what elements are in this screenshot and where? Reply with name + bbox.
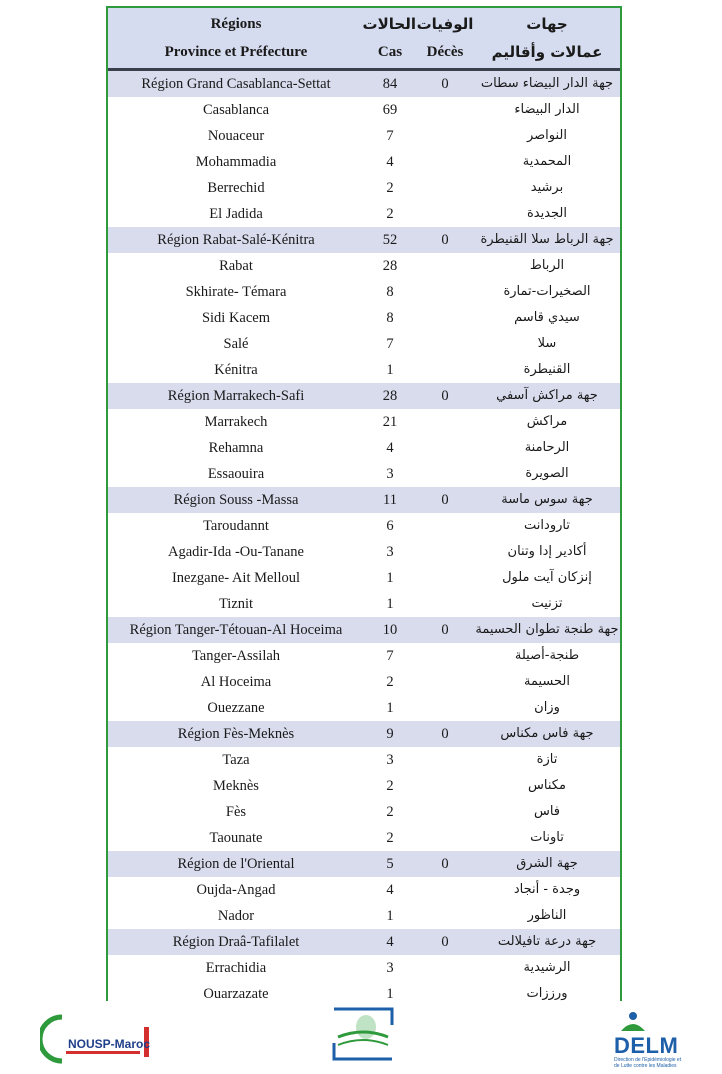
- name-cell: Salé: [223, 336, 249, 352]
- arabic-name-cell: القنيطرة: [523, 362, 571, 377]
- province-row: [108, 747, 620, 773]
- name-cell: Région Souss -Massa: [173, 492, 299, 508]
- deaths-cell: 0: [441, 622, 449, 638]
- arabic-name-cell: جهة الشرق: [516, 856, 578, 871]
- arabic-name-cell: الجديدة: [526, 206, 568, 221]
- arabic-name-cell: وزان: [534, 700, 560, 715]
- region-row: [108, 721, 620, 747]
- arabic-name-cell: تزنيت: [531, 596, 563, 611]
- ministry-logo: [330, 1003, 396, 1065]
- header-regions-arabic: جهات: [526, 15, 568, 33]
- table-body: [108, 71, 620, 1007]
- cases-cell: 3: [386, 466, 394, 482]
- name-cell: Rabat: [219, 258, 253, 274]
- cases-cell: 8: [386, 284, 394, 300]
- province-row: [108, 903, 620, 929]
- province-row: [108, 175, 620, 201]
- name-cell: Tiznit: [218, 596, 254, 612]
- cases-cell: 9: [386, 726, 394, 742]
- cases-cell: 3: [386, 960, 394, 976]
- arabic-name-cell: طنجة-أصيلة: [514, 648, 580, 663]
- delm-logo: [610, 1011, 682, 1069]
- name-cell: Région Marrakech-Safi: [167, 388, 305, 404]
- name-cell: Taounate: [209, 830, 263, 846]
- arabic-name-cell: الرحامنة: [524, 440, 570, 455]
- name-cell: Casablanca: [202, 102, 270, 118]
- arabic-name-cell: مراكش: [526, 414, 568, 429]
- deaths-cell: 0: [441, 934, 449, 950]
- name-cell: Errachidia: [205, 960, 267, 976]
- name-cell: Skhirate- Témara: [185, 284, 287, 300]
- province-row: [108, 773, 620, 799]
- cases-cell: 2: [386, 180, 394, 196]
- arabic-name-cell: تازة: [536, 752, 558, 767]
- province-row: [108, 331, 620, 357]
- cases-cell: 1: [386, 986, 394, 1002]
- arabic-name-cell: الرباط: [529, 258, 565, 273]
- region-row: [108, 929, 620, 955]
- delm-logo-subtext: Direction de l'Epidémiologie et de Lutte contre les Maladies: [614, 1057, 682, 1069]
- header-deaths-label: Décès: [426, 44, 464, 60]
- deaths-cell: 0: [441, 726, 449, 742]
- arabic-name-cell: الحسيمة: [524, 674, 570, 689]
- arabic-name-cell: برشيد: [530, 180, 564, 195]
- cases-cell: 1: [386, 596, 394, 612]
- name-cell: El Jadida: [209, 206, 263, 222]
- deaths-cell: 0: [441, 856, 449, 872]
- header-deaths-arabic: الوفيات: [416, 15, 474, 33]
- header-regions-label: Régions: [210, 16, 262, 32]
- arabic-name-cell: وجدة - أنجاد: [513, 882, 581, 897]
- cases-cell: 11: [383, 492, 397, 508]
- arabic-name-cell: الدار البيضاء: [514, 102, 580, 117]
- name-cell: Région de l'Oriental: [177, 856, 295, 872]
- cases-cell: 4: [386, 154, 394, 170]
- nousp-logo-text: NOUSP-Maroc: [68, 1037, 151, 1051]
- arabic-name-cell: النواصر: [526, 128, 568, 143]
- province-row: [108, 279, 620, 305]
- cases-cell: 1: [386, 700, 394, 716]
- name-cell: Ouezzane: [207, 700, 265, 716]
- delm-figure-icon: [618, 1011, 648, 1033]
- deaths-cell: 0: [441, 76, 449, 92]
- province-row: [108, 97, 620, 123]
- province-row: [108, 357, 620, 383]
- arabic-name-cell: ورززات: [526, 986, 568, 1001]
- province-row: [108, 305, 620, 331]
- name-cell: Inezgane- Ait Melloul: [171, 570, 301, 586]
- name-cell: Région Fès-Meknès: [177, 726, 295, 742]
- name-cell: Région Tanger-Tétouan-Al Hoceima: [129, 622, 343, 638]
- province-row: [108, 669, 620, 695]
- province-row: [108, 591, 620, 617]
- name-cell: Berrechid: [207, 180, 265, 196]
- province-row: [108, 877, 620, 903]
- province-row: [108, 253, 620, 279]
- cases-cell: 1: [386, 362, 394, 378]
- province-row: [108, 799, 620, 825]
- deaths-cell: 0: [441, 492, 449, 508]
- province-row: [108, 539, 620, 565]
- cases-cell: 2: [386, 206, 394, 222]
- cases-cell: 28: [382, 258, 398, 274]
- name-cell: Taroudannt: [203, 518, 269, 534]
- name-cell: Mohammadia: [195, 154, 277, 170]
- cases-cell: 21: [382, 414, 398, 430]
- delm-logo-text: DELM: [614, 1033, 679, 1058]
- header-cases-label: Cas: [377, 44, 403, 60]
- cases-cell: 1: [386, 908, 394, 924]
- name-cell: Kénitra: [214, 362, 258, 378]
- name-cell: Rehamna: [208, 440, 264, 456]
- cases-cell: 2: [386, 804, 394, 820]
- cases-cell: 2: [386, 830, 394, 846]
- nousp-logo: [40, 1013, 152, 1065]
- name-cell: Taza: [222, 752, 250, 768]
- arabic-name-cell: سلا: [537, 336, 557, 351]
- name-cell: Essaouira: [207, 466, 265, 482]
- header-province-label: Province et Préfecture: [164, 44, 308, 60]
- name-cell: Tanger-Assilah: [191, 648, 281, 664]
- region-row: [108, 487, 620, 513]
- cases-cell: 10: [382, 622, 398, 638]
- cases-cell: 4: [386, 882, 394, 898]
- arabic-name-cell: إنزكان آيت ملول: [502, 570, 592, 585]
- arabic-name-cell: جهة الدار البيضاء سطات: [480, 76, 614, 91]
- arabic-name-cell: الصخيرات-تمارة: [503, 284, 591, 299]
- name-cell: Région Rabat-Salé-Kénitra: [157, 232, 315, 248]
- province-row: [108, 149, 620, 175]
- region-row: [108, 227, 620, 253]
- header-provinces-arabic: عمالات وأقاليم: [491, 43, 603, 61]
- cases-cell: 8: [386, 310, 394, 326]
- name-cell: Al Hoceima: [200, 674, 272, 690]
- province-row: [108, 123, 620, 149]
- name-cell: Oujda-Angad: [196, 882, 276, 898]
- cases-cell: 28: [382, 388, 398, 404]
- name-cell: Marrakech: [204, 414, 268, 430]
- deaths-cell: 0: [441, 388, 449, 404]
- arabic-name-cell: جهة طنجة تطوان الحسيمة: [475, 622, 619, 637]
- region-row: [108, 71, 620, 97]
- cases-table: [106, 6, 622, 1001]
- table-header: [108, 8, 620, 71]
- province-row: [108, 435, 620, 461]
- cases-cell: 7: [386, 336, 394, 352]
- cases-cell: 84: [382, 76, 398, 92]
- cases-cell: 69: [382, 102, 398, 118]
- region-row: [108, 851, 620, 877]
- arabic-name-cell: جهة مراكش آسفي: [496, 388, 598, 403]
- arabic-name-cell: الرشيدية: [523, 960, 571, 975]
- province-row: [108, 695, 620, 721]
- cases-cell: 2: [386, 778, 394, 794]
- name-cell: Région Draâ-Tafilalet: [172, 934, 300, 950]
- arabic-name-cell: جهة درعة تافيلالت: [497, 934, 597, 949]
- cases-cell: 2: [386, 674, 394, 690]
- arabic-name-cell: تاونات: [530, 830, 564, 845]
- name-cell: Meknès: [213, 778, 259, 794]
- name-cell: Fès: [225, 804, 247, 820]
- deaths-cell: 0: [441, 232, 449, 248]
- arabic-name-cell: جهة سوس ماسة: [501, 492, 593, 507]
- arabic-name-cell: فاس: [533, 804, 561, 819]
- cases-cell: 52: [382, 232, 398, 248]
- province-row: [108, 565, 620, 591]
- ministry-emblem-icon: [330, 1003, 396, 1065]
- arabic-name-cell: المحمدية: [522, 154, 572, 169]
- cases-cell: 3: [386, 544, 394, 560]
- footer-logos: [0, 1001, 722, 1074]
- cases-cell: 4: [386, 440, 394, 456]
- header-cases-arabic: الحالات: [362, 15, 416, 33]
- name-cell: Nouaceur: [207, 128, 265, 144]
- province-row: [108, 461, 620, 487]
- province-row: [108, 643, 620, 669]
- province-row: [108, 409, 620, 435]
- cases-cell: 6: [386, 518, 394, 534]
- cases-cell: 3: [386, 752, 394, 768]
- arabic-name-cell: أكادير إدا وتنان: [507, 544, 587, 559]
- arabic-name-cell: الصويرة: [525, 466, 569, 481]
- arabic-name-cell: مكناس: [528, 778, 566, 793]
- cases-cell: 5: [386, 856, 394, 872]
- name-cell: Ouarzazate: [203, 986, 269, 1002]
- name-cell: Agadir-Ida -Ou-Tanane: [168, 544, 304, 560]
- cases-cell: 4: [386, 934, 394, 950]
- cases-cell: 7: [386, 128, 394, 144]
- arabic-name-cell: الناظور: [527, 908, 567, 923]
- name-cell: Sidi Kacem: [201, 310, 271, 326]
- cases-cell: 7: [386, 648, 394, 664]
- region-row: [108, 383, 620, 409]
- province-row: [108, 201, 620, 227]
- cases-cell: 1: [386, 570, 394, 586]
- arabic-name-cell: جهة الرباط سلا القنيطرة: [480, 232, 614, 247]
- arabic-name-cell: تارودانت: [524, 518, 570, 533]
- region-row: [108, 617, 620, 643]
- arabic-name-cell: جهة فاس مكناس: [500, 726, 594, 741]
- arabic-name-cell: سيدي قاسم: [514, 310, 580, 325]
- name-cell: Nador: [217, 908, 255, 924]
- name-cell: Région Grand Casablanca-Settat: [141, 76, 331, 92]
- province-row: [108, 955, 620, 981]
- province-row: [108, 825, 620, 851]
- province-row: [108, 513, 620, 539]
